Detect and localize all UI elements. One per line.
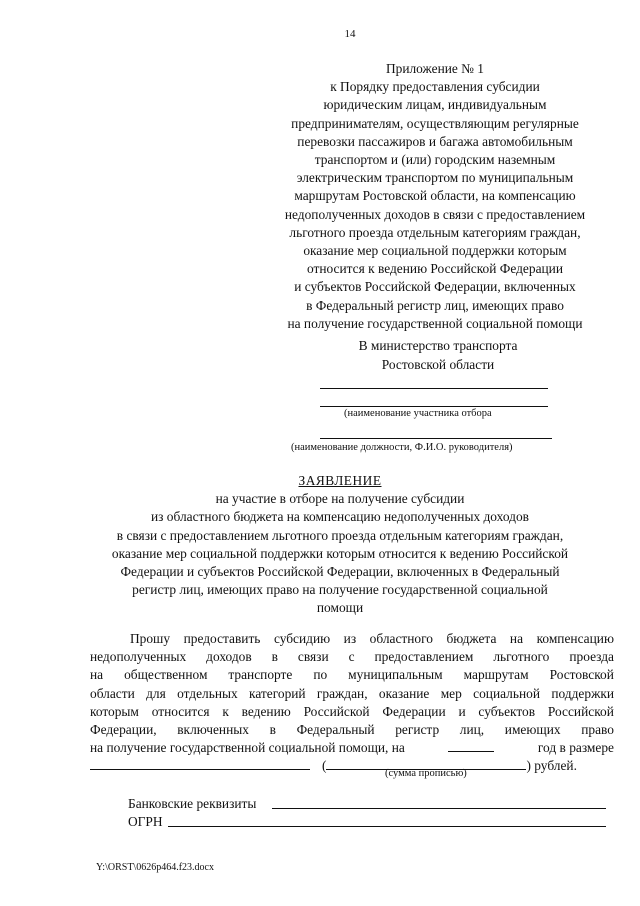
word: и bbox=[458, 703, 466, 719]
addressee-block bbox=[318, 337, 558, 374]
bank-requisites-label: Банковские реквизиты bbox=[128, 796, 257, 811]
appendix-line: и субъектов Российской Федерации, включенных bbox=[294, 279, 576, 295]
amount-line bbox=[90, 757, 614, 775]
appendix-line: на получение государственной социальной помощи bbox=[287, 315, 583, 331]
word: Российской bbox=[303, 703, 370, 719]
appendix-line: юридическим лицам, индивидуальным bbox=[323, 97, 547, 113]
appendix-title: Приложение № 1 bbox=[385, 61, 485, 76]
word: Федеральный bbox=[296, 722, 375, 738]
paragraph-line bbox=[90, 685, 614, 703]
paren-open: ( bbox=[322, 758, 327, 774]
word: недополученных bbox=[90, 649, 187, 665]
statement-line: из областного бюджета на компенсацию недополученных доходов bbox=[151, 509, 529, 525]
appendix-line: перевозки пассажиров и багажа автомобильным bbox=[297, 133, 573, 149]
word: Российской bbox=[547, 703, 614, 719]
bank-requisites-field[interactable] bbox=[272, 808, 606, 809]
word: областного bbox=[369, 631, 433, 646]
head-caption: (наименование должности, Ф.И.О. руководителя) bbox=[291, 442, 513, 453]
paragraph-line bbox=[90, 703, 614, 721]
page-number: 14 bbox=[344, 28, 356, 40]
word: субъектов bbox=[478, 703, 536, 719]
statement-line: на участие в отборе на получение субсидии bbox=[215, 491, 465, 507]
word: включенных bbox=[177, 722, 249, 738]
year-field[interactable] bbox=[448, 739, 494, 752]
paragraph-text: на получение государственной социальной помощи, на bbox=[90, 740, 405, 756]
word: для bbox=[146, 685, 166, 701]
statement-line: в связи с предоставлением льготного проезда отдельным категориям граждан, bbox=[116, 527, 564, 543]
appendix-line: предпринимателям, осуществляющим регулярные bbox=[291, 115, 579, 131]
word: лиц, bbox=[459, 722, 485, 738]
addressee-line: В министерство транспорта bbox=[358, 338, 518, 353]
word: ведению bbox=[241, 703, 291, 719]
paragraph-text: год в размере bbox=[537, 740, 614, 756]
word: из bbox=[343, 631, 357, 646]
word: общественном bbox=[124, 667, 208, 683]
word: по bbox=[313, 667, 328, 683]
paragraph-line bbox=[90, 739, 614, 757]
word: доходов bbox=[206, 649, 252, 665]
appendix-line: льготного проезда отдельным категориям граждан, bbox=[289, 224, 581, 240]
word: относится bbox=[151, 703, 210, 719]
word: имеющих bbox=[504, 722, 561, 738]
statement-line: Федерации и субъектов Российской Федерации, включенных в Федеральный bbox=[120, 564, 560, 580]
word: регистр bbox=[395, 722, 440, 738]
appendix-line: к Порядку предоставления субсидии bbox=[330, 79, 540, 95]
rubles-label: ) рублей. bbox=[526, 758, 577, 774]
request-paragraph bbox=[90, 630, 614, 776]
file-path-footer: Y:\ORST\0626p464.f23.docx bbox=[96, 862, 214, 873]
word: социальной bbox=[473, 685, 540, 701]
word: связи bbox=[297, 649, 329, 665]
word: предоставить bbox=[183, 631, 261, 646]
word: на bbox=[90, 667, 104, 683]
word: категорий bbox=[249, 685, 306, 701]
word: которым bbox=[90, 703, 139, 719]
appendix-line: оказание мер социальной поддержки которым bbox=[303, 243, 567, 259]
head-name-field[interactable] bbox=[320, 438, 552, 439]
bank-requisites-row bbox=[128, 796, 256, 812]
word: транспорте bbox=[228, 667, 293, 683]
word: льготного bbox=[493, 649, 550, 665]
appendix-line: относится к ведению Российской Федерации bbox=[306, 261, 564, 277]
statement-line: оказание мер социальной поддержки которым относится к ведению Российской bbox=[111, 545, 569, 561]
word: к bbox=[222, 703, 229, 719]
paragraph-line bbox=[90, 630, 614, 648]
appendix-line: недополученных доходов в связи с предоставлением bbox=[284, 206, 586, 222]
statement-heading bbox=[70, 472, 610, 618]
word: проезда bbox=[569, 649, 614, 665]
word: Прошу bbox=[130, 631, 171, 646]
word: муниципальным bbox=[348, 667, 443, 683]
paragraph-line bbox=[90, 648, 614, 666]
appendix-line: электрическим транспортом по муниципальным bbox=[296, 170, 574, 186]
word: в bbox=[271, 649, 278, 665]
word: на bbox=[509, 631, 524, 646]
participant-name-field-2[interactable] bbox=[320, 406, 548, 407]
ogrn-field[interactable] bbox=[168, 826, 606, 827]
word: Федерации bbox=[382, 703, 446, 719]
word: граждан, bbox=[316, 685, 368, 701]
word: области bbox=[90, 685, 135, 701]
statement-line: регистр лиц, имеющих право на получение государственной социальной bbox=[132, 582, 548, 598]
participant-name-field[interactable] bbox=[320, 388, 548, 389]
appendix-line: в Федеральный регистр лиц, имеющих право bbox=[306, 297, 564, 313]
word: предоставлением bbox=[374, 649, 474, 665]
word: компенсацию bbox=[536, 631, 614, 646]
word: маршрутам bbox=[463, 667, 529, 683]
word: право bbox=[581, 722, 614, 738]
paragraph-line bbox=[90, 666, 614, 684]
appendix-line: транспортом и (или) городским наземным bbox=[314, 152, 556, 168]
statement-title: ЗАЯВЛЕНИЕ bbox=[298, 473, 382, 488]
paragraph-line bbox=[90, 721, 614, 739]
ogrn-row bbox=[128, 814, 163, 830]
word: в bbox=[269, 722, 276, 738]
amount-caption: (сумма прописью) bbox=[385, 768, 467, 779]
word: Федерации, bbox=[90, 722, 157, 738]
word: субсидию bbox=[273, 631, 331, 646]
appendix-line: маршрутам Ростовской области, на компенсацию bbox=[294, 188, 576, 204]
statement-line: помощи bbox=[316, 600, 364, 616]
word: поддержки bbox=[551, 685, 614, 701]
word: бюджета bbox=[446, 631, 497, 646]
participant-caption: (наименование участника отбора bbox=[344, 408, 492, 419]
addressee-line: Ростовской области bbox=[381, 356, 495, 372]
word: Ростовской bbox=[549, 667, 614, 683]
word: с bbox=[348, 649, 355, 665]
appendix-header bbox=[250, 60, 620, 333]
word: отдельных bbox=[177, 685, 238, 701]
amount-digits-field[interactable] bbox=[90, 757, 310, 770]
word: мер bbox=[440, 685, 462, 701]
ogrn-label: ОГРН bbox=[128, 814, 163, 829]
word: оказание bbox=[378, 685, 430, 701]
